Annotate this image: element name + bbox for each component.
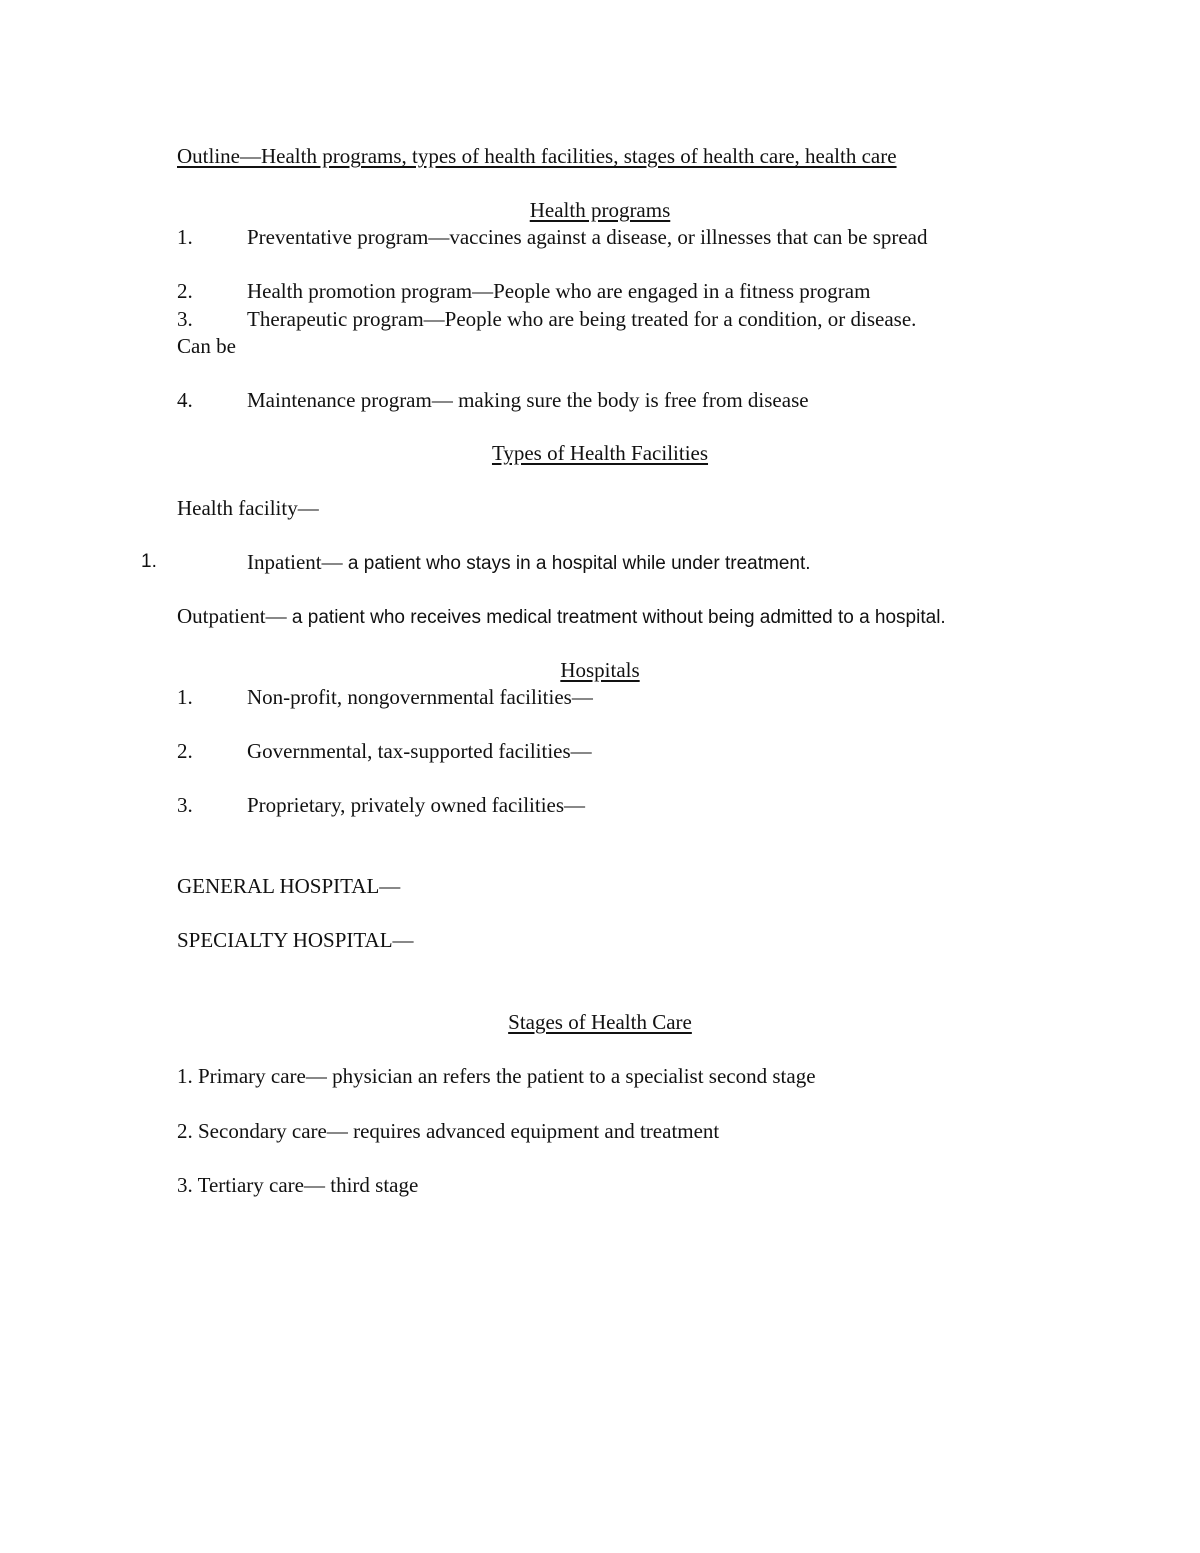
outpatient-definition: a patient who receives medical treatment without being admitted to a hospital. — [286, 607, 946, 628]
specialty-hospital-label: SPECIALTY HOSPITAL— — [177, 928, 414, 952]
program-item-preventative: Preventative program—vaccines against a disease, or illnesses that can be spread — [247, 225, 928, 249]
inpatient-term: Inpatient— — [247, 550, 343, 574]
hospital-item-nonprofit: Non-profit, nongovernmental facilities— — [247, 685, 593, 709]
program-item-therapeutic: Therapeutic program—People who are being treated for a condition, or disease. — [247, 307, 917, 331]
inpatient-number: 1. — [141, 551, 157, 572]
outpatient-item — [177, 603, 946, 631]
program-item-therapeutic-continuation: Can be — [177, 334, 236, 358]
program-item-health-promotion: Health promotion program—People who are engaged in a fitness program — [247, 279, 871, 303]
general-hospital-label: GENERAL HOSPITAL— — [177, 874, 401, 898]
hospital-item-proprietary: Proprietary, privately owned facilities— — [247, 793, 586, 817]
hospital-number: 1. — [177, 685, 193, 709]
outpatient-term: Outpatient— — [177, 604, 287, 628]
hospitals-heading: Hospitals — [560, 658, 640, 682]
hospital-number: 3. — [177, 793, 193, 817]
program-number: 4. — [177, 388, 193, 412]
facilities-heading: Types of Health Facilities — [491, 441, 709, 465]
program-number: 1. — [177, 225, 193, 249]
health-facility-label: Health facility— — [177, 496, 319, 520]
inpatient-item — [247, 549, 811, 577]
stages-heading: Stages of Health Care — [508, 1010, 692, 1034]
hospital-number: 2. — [177, 739, 193, 763]
stage-item-tertiary: 3. Tertiary care— third stage — [177, 1173, 419, 1197]
stage-item-primary: 1. Primary care— physician an refers the patient to a specialist second stage — [177, 1064, 816, 1088]
program-item-maintenance: Maintenance program— making sure the body is free from disease — [247, 388, 809, 412]
inpatient-definition: a patient who stays in a hospital while under treatment. — [342, 553, 811, 574]
stage-item-secondary: 2. Secondary care— requires advanced equipment and treatment — [177, 1119, 720, 1143]
program-number: 2. — [177, 279, 193, 303]
outline-title: Outline—Health programs, types of health facilities, stages of health care, health care — [177, 144, 897, 168]
health-programs-heading: Health programs — [529, 198, 671, 222]
program-number: 3. — [177, 307, 193, 331]
hospital-item-governmental: Governmental, tax-supported facilities— — [247, 739, 592, 763]
